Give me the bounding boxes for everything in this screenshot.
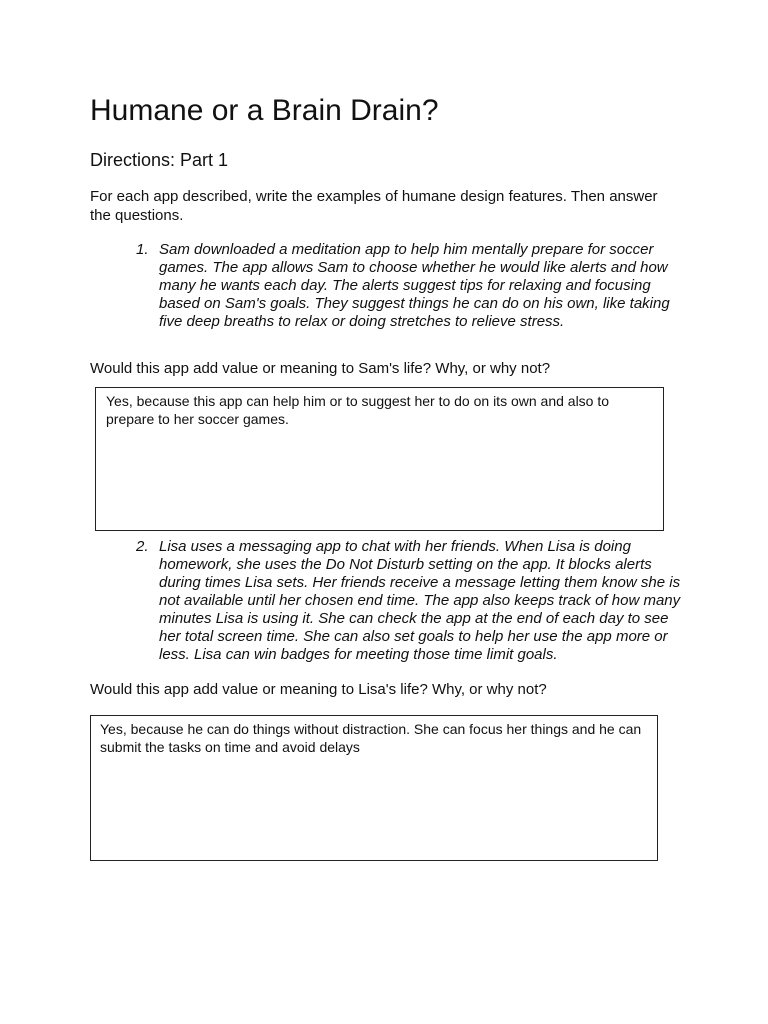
directions-text: For each app described, write the examples of humane design features. Then answer the questions. [90, 188, 658, 224]
scenario-text: Sam downloaded a meditation app to help him mentally prepare for soccer games. The app allows Sam to choose whether he would like alerts and how many he wants each day. The alerts suggest tips for relaxing and focusing based on Sam's goals. They suggest things he can do on his own, like taking five deep breaths to relax or doing stretches to relieve stress. [159, 241, 670, 330]
scenario-text: Lisa uses a messaging app to chat with her friends. When Lisa is doing homework, she uses the Do Not Disturb setting on the app. It blocks alerts during times Lisa sets. Her friends receive a message letting them know she is not available until her chosen end time. The app also keeps track of how many minutes Lisa is using it. She can check the app at the end of each day to see her total screen time. She can also set goals to help her use the app more or less. Lisa can win badges for meeting those time limit goals. [159, 538, 681, 663]
item-number: 1. [136, 241, 149, 258]
answer-text-1: Yes, because this app can help him or to suggest her to do on its own and also to prepare to her soccer games. [106, 393, 610, 427]
question-2: Would this app add value or meaning to Lisa's life? Why, or why not? [90, 681, 547, 698]
item-number: 2. [136, 538, 149, 555]
answer-box-1[interactable] [95, 387, 664, 531]
page-title: Humane or a Brain Drain? [90, 94, 439, 127]
answer-text-2: Yes, because he can do things without distraction. She can focus her things and he can submit the tasks on time and avoid delays [100, 721, 642, 755]
question-1: Would this app add value or meaning to Sam's life? Why, or why not? [90, 360, 551, 377]
answer-box-2[interactable] [90, 715, 658, 861]
scenario-item-1 [132, 241, 692, 331]
directions-heading: Directions: Part 1 [90, 150, 229, 170]
scenario-item-2 [132, 538, 692, 664]
